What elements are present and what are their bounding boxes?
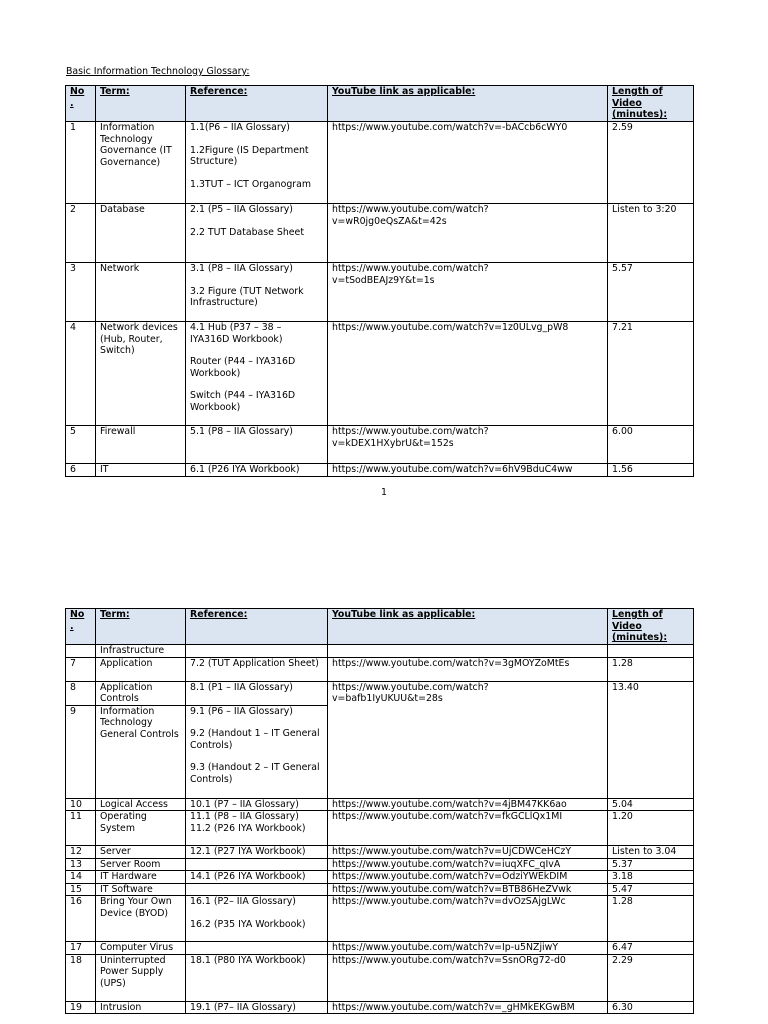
term-cell: Computer Virus xyxy=(96,942,186,955)
reference-cell xyxy=(186,811,328,846)
youtube-link[interactable]: https://www.youtube.com/watch? v=kDEX1HXybrU&t=152s xyxy=(328,426,608,464)
table-row xyxy=(66,426,694,464)
row-number: 15 xyxy=(66,883,96,896)
header-video-length: Length of Video (minutes): xyxy=(608,86,694,122)
table-header-row xyxy=(66,609,694,645)
term-cell: IT Hardware xyxy=(96,871,186,884)
reference-line: 9.2 (Handout 1 – IT General Controls) xyxy=(190,728,320,751)
youtube-link[interactable]: https://www.youtube.com/watch?v=UjCDWCeHCzY xyxy=(328,846,608,859)
video-length: Listen to 3.04 xyxy=(608,846,694,859)
table-row xyxy=(66,645,694,658)
term-cell: Bring Your Own Device (BYOD) xyxy=(96,896,186,942)
table-row xyxy=(66,896,694,942)
term-cell: Information Technology General Controls xyxy=(96,705,186,798)
youtube-link[interactable]: https://www.youtube.com/watch?v=4jBM47KK6ao xyxy=(328,798,608,811)
youtube-link[interactable]: https://www.youtube.com/watch?v=6hV9BduC4ww xyxy=(328,464,608,477)
row-number: 13 xyxy=(66,858,96,871)
table-row xyxy=(66,263,694,322)
reference-cell: 14.1 (P26 IYA Workbook) xyxy=(186,871,328,884)
row-number: 17 xyxy=(66,942,96,955)
header-reference: Reference: xyxy=(186,609,328,645)
youtube-link[interactable]: https://www.youtube.com/watch?v=OdziYWEkDIM xyxy=(328,871,608,884)
table-row xyxy=(66,681,694,705)
video-length: 6.00 xyxy=(608,426,694,464)
reference-line: 1.2Figure (IS Department Structure) xyxy=(190,144,309,167)
reference-line: 9.1 (P6 – IIA Glossary) xyxy=(190,705,293,717)
table-row xyxy=(66,942,694,955)
page-number: 1 xyxy=(381,487,387,498)
reference-line: 16.1 (P2– IIA Glossary) xyxy=(190,896,296,907)
reference-cell xyxy=(186,942,328,955)
row-number: 18 xyxy=(66,954,96,1001)
glossary-table-page-1 xyxy=(65,85,694,477)
row-number: 19 xyxy=(66,1001,96,1014)
video-length: 7.21 xyxy=(608,322,694,426)
term-cell: Operating System xyxy=(96,811,186,846)
row-number: 1 xyxy=(66,122,96,204)
term-cell: Server Room xyxy=(96,858,186,871)
glossary-table-page-2 xyxy=(65,608,694,1014)
document-page-2 xyxy=(0,510,768,1024)
reference-cell: 18.1 (P80 IYA Workbook) xyxy=(186,954,328,1001)
reference-line: 11.1 (P8 – IIA Glossary) xyxy=(190,811,299,822)
video-length xyxy=(608,645,694,658)
video-length: 1.28 xyxy=(608,896,694,942)
reference-cell: 10.1 (P7 – IIA Glossary) xyxy=(186,798,328,811)
reference-line: Router (P44 – IYA316D Workbook) xyxy=(190,356,296,379)
row-number: 11 xyxy=(66,811,96,846)
table-row xyxy=(66,811,694,846)
term-cell: Information Technology Governance (IT Governance) xyxy=(96,122,186,204)
term-cell: IT xyxy=(96,464,186,477)
table-row xyxy=(66,204,694,263)
youtube-link[interactable]: https://www.youtube.com/watch? v=wR0jg0eQsZA&t=42s xyxy=(328,204,608,263)
term-cell: Intrusion xyxy=(96,1001,186,1014)
table-row xyxy=(66,954,694,1001)
header-youtube-link: YouTube link as applicable: xyxy=(328,609,608,645)
reference-cell: 8.1 (P1 – IIA Glossary) xyxy=(186,681,328,705)
table-row xyxy=(66,858,694,871)
reference-line: 3.1 (P8 – IIA Glossary) xyxy=(190,263,293,274)
header-no: No . xyxy=(66,609,96,645)
table-header-row xyxy=(66,86,694,122)
reference-line: 9.3 (Handout 2 – IT General Controls) xyxy=(190,762,320,785)
table-row xyxy=(66,883,694,896)
row-number: 8 xyxy=(66,681,96,705)
reference-cell: 19.1 (P7– IIA Glossary) xyxy=(186,1001,328,1014)
term-cell: Infrastructure xyxy=(96,645,186,658)
youtube-link[interactable]: https://www.youtube.com/watch?v=BTB86HeZVwk xyxy=(328,883,608,896)
term-cell: Application Controls xyxy=(96,681,186,705)
row-number: 16 xyxy=(66,896,96,942)
reference-cell xyxy=(186,263,328,322)
row-number xyxy=(66,645,96,658)
table-row xyxy=(66,846,694,859)
term-cell: Application xyxy=(96,657,186,681)
table-row xyxy=(66,322,694,426)
reference-cell xyxy=(186,645,328,658)
reference-line: 16.2 (P35 IYA Workbook) xyxy=(190,918,306,930)
row-number: 6 xyxy=(66,464,96,477)
table-row xyxy=(66,798,694,811)
row-number: 4 xyxy=(66,322,96,426)
row-number: 2 xyxy=(66,204,96,263)
row-number: 5 xyxy=(66,426,96,464)
youtube-link[interactable]: https://www.youtube.com/watch? v=tSodBEAJz9Y&t=1s xyxy=(328,263,608,322)
reference-line: 1.3TUT – ICT Organogram xyxy=(190,178,312,190)
document-page-1 xyxy=(0,0,768,510)
table-row xyxy=(66,122,694,204)
reference-line: Switch (P44 – IYA316D Workbook) xyxy=(190,390,296,413)
youtube-link[interactable]: https://www.youtube.com/watch?v=1z0ULvg_pW8 xyxy=(328,322,608,426)
video-length: 5.47 xyxy=(608,883,694,896)
term-cell: IT Software xyxy=(96,883,186,896)
reference-cell xyxy=(186,705,328,798)
video-length: 5.57 xyxy=(608,263,694,322)
youtube-link[interactable]: https://www.youtube.com/watch?v=iuqXFC_qIvA xyxy=(328,858,608,871)
video-length: 2.29 xyxy=(608,954,694,1001)
video-length: 1.28 xyxy=(608,657,694,681)
header-reference: Reference: xyxy=(186,86,328,122)
video-length: 5.37 xyxy=(608,858,694,871)
reference-cell: 5.1 (P8 – IIA Glossary) xyxy=(186,426,328,464)
table-row xyxy=(66,871,694,884)
table-row xyxy=(66,1001,694,1014)
reference-line: 11.2 (P26 IYA Workbook) xyxy=(190,822,306,834)
youtube-link xyxy=(328,645,608,658)
header-term: Term: xyxy=(96,86,186,122)
youtube-link[interactable]: https://www.youtube.com/watch?v=3gMOYZoMtEs xyxy=(328,657,608,681)
video-length: 1.20 xyxy=(608,811,694,846)
term-cell: Network devices (Hub, Router, Switch) xyxy=(96,322,186,426)
youtube-link[interactable]: https://www.youtube.com/watch?v=dvOzSAjgLWc xyxy=(328,896,608,942)
reference-line: 1.1(P6 – IIA Glossary) xyxy=(190,122,290,133)
video-length: 6.30 xyxy=(608,1001,694,1014)
video-length: Listen to 3:20 xyxy=(608,204,694,263)
table-row xyxy=(66,657,694,681)
youtube-link[interactable]: https://www.youtube.com/watch?v=SsnORg72-d0 xyxy=(328,954,608,1001)
term-cell: Uninterrupted Power Supply (UPS) xyxy=(96,954,186,1001)
reference-cell xyxy=(186,858,328,871)
reference-cell: 12.1 (P27 IYA Workbook) xyxy=(186,846,328,859)
header-youtube-link: YouTube link as applicable: xyxy=(328,86,608,122)
row-number: 12 xyxy=(66,846,96,859)
reference-cell: 6.1 (P26 IYA Workbook) xyxy=(186,464,328,477)
video-length: 6.47 xyxy=(608,942,694,955)
reference-line: 4.1 Hub (P37 – 38 – IYA316D Workbook) xyxy=(190,322,283,345)
header-no: No . xyxy=(66,86,96,122)
reference-line: 3.2 Figure (TUT Network Infrastructure) xyxy=(190,285,304,308)
reference-cell: 7.2 (TUT Application Sheet) xyxy=(186,657,328,681)
header-video-length: Length of Video (minutes): xyxy=(608,609,694,645)
reference-line: 2.1 (P5 – IIA Glossary) xyxy=(190,204,293,215)
document-title: Basic Information Technology Glossary: xyxy=(66,66,250,77)
term-cell: Server xyxy=(96,846,186,859)
reference-cell xyxy=(186,322,328,426)
reference-cell xyxy=(186,204,328,263)
reference-cell xyxy=(186,122,328,204)
reference-line: 2.2 TUT Database Sheet xyxy=(190,226,305,238)
video-length: 3.18 xyxy=(608,871,694,884)
row-number: 3 xyxy=(66,263,96,322)
row-number: 7 xyxy=(66,657,96,681)
youtube-link[interactable]: https://www.youtube.com/watch? v=bafb1IyUKUU&t=28s xyxy=(328,681,608,798)
video-length: 13.40 xyxy=(608,681,694,798)
youtube-link[interactable]: https://www.youtube.com/watch?v=fkGCLlQx1MI xyxy=(328,811,608,846)
video-length: 1.56 xyxy=(608,464,694,477)
reference-cell xyxy=(186,883,328,896)
term-cell: Network xyxy=(96,263,186,322)
row-number: 14 xyxy=(66,871,96,884)
header-term: Term: xyxy=(96,609,186,645)
youtube-link[interactable]: https://www.youtube.com/watch?v=_gHMkEKGwBM xyxy=(328,1001,608,1014)
term-cell: Database xyxy=(96,204,186,263)
youtube-link[interactable]: https://www.youtube.com/watch?v=Ip-u5NZjiwY xyxy=(328,942,608,955)
table-row xyxy=(66,464,694,477)
youtube-link[interactable]: https://www.youtube.com/watch?v=-bACcb6cWY0 xyxy=(328,122,608,204)
term-cell: Firewall xyxy=(96,426,186,464)
row-number: 10 xyxy=(66,798,96,811)
row-number: 9 xyxy=(66,705,96,798)
term-cell: Logical Access xyxy=(96,798,186,811)
video-length: 2.59 xyxy=(608,122,694,204)
video-length: 5.04 xyxy=(608,798,694,811)
reference-cell xyxy=(186,896,328,942)
